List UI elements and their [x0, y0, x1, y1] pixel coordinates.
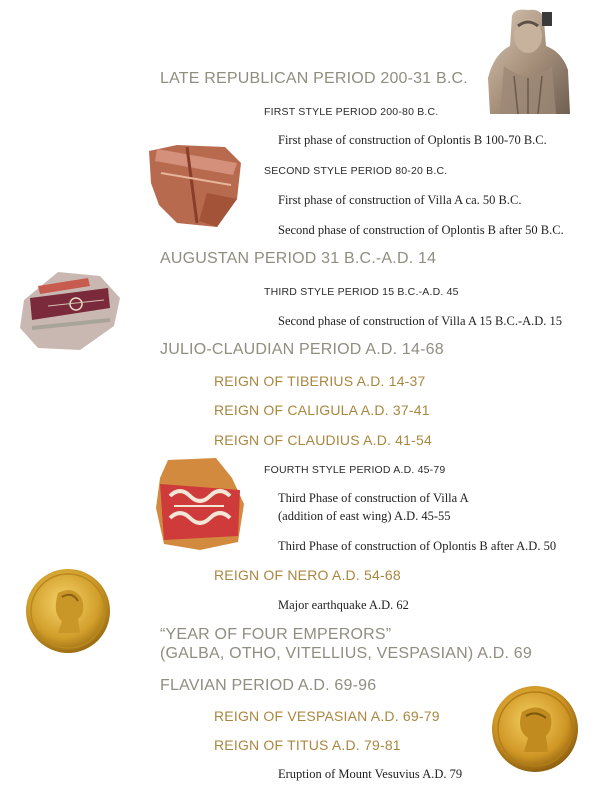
second-style-period-label: SECOND STYLE PERIOD 80-20 B.C. [264, 165, 448, 177]
coin-image [490, 684, 580, 774]
year-of-four-emperors-subheading: (GALBA, OTHO, VITELLIUS, VESPASIAN) A.D. 69 [160, 645, 532, 662]
second-phase-oplontis-b-text: Second phase of construction of Oplontis B after 50 B.C. [278, 223, 564, 237]
third-style-period-label: THIRD STYLE PERIOD 15 B.C.-A.D. 45 [264, 286, 459, 298]
fresco-fragment-image [18, 268, 122, 354]
second-phase-villa-a-text: Second phase of construction of Villa A 15 B.C.-A.D. 15 [278, 314, 563, 328]
fresco-fragment-image [147, 143, 243, 229]
reign-claudius-label: REIGN OF CLAUDIUS A.D. 41-54 [214, 432, 432, 448]
first-phase-villa-a-text: First phase of construction of Villa A ca. 50 B.C. [278, 193, 522, 207]
eruption-vesuvius-text: Eruption of Mount Vesuvius A.D. 79 [278, 767, 463, 781]
julio-claudian-period-heading: JULIO-CLAUDIAN PERIOD A.D. 14-68 [160, 341, 444, 358]
reign-caligula-label: REIGN OF CALIGULA A.D. 37-41 [214, 402, 430, 418]
statue-image [484, 6, 572, 116]
reign-tiberius-label: REIGN OF TIBERIUS A.D. 14-37 [214, 373, 426, 389]
first-style-period-label: FIRST STYLE PERIOD 200-80 B.C. [264, 106, 439, 118]
augustan-period-heading: AUGUSTAN PERIOD 31 B.C.-A.D. 14 [160, 250, 437, 267]
first-phase-oplontis-b-text: First phase of construction of Oplontis B 100-70 B.C. [278, 133, 547, 147]
year-of-four-emperors-heading: “YEAR OF FOUR EMPERORS” [160, 626, 392, 643]
reign-vespasian-label: REIGN OF VESPASIAN A.D. 69-79 [214, 708, 440, 724]
reign-nero-label: REIGN OF NERO A.D. 54-68 [214, 567, 401, 583]
reign-titus-label: REIGN OF TITUS A.D. 79-81 [214, 737, 401, 753]
late-republican-period-heading: LATE REPUBLICAN PERIOD 200-31 B.C. [160, 70, 468, 87]
third-phase-villa-a-line2: (addition of east wing) A.D. 45-55 [278, 509, 451, 523]
fresco-fragment-image [154, 456, 246, 552]
flavian-period-heading: FLAVIAN PERIOD A.D. 69-96 [160, 677, 377, 694]
earthquake-text: Major earthquake A.D. 62 [278, 598, 409, 612]
fourth-style-period-label: FOURTH STYLE PERIOD A.D. 45-79 [264, 464, 446, 476]
third-phase-oplontis-b-text: Third Phase of construction of Oplontis B after A.D. 50 [278, 539, 557, 553]
third-phase-villa-a-line1: Third Phase of construction of Villa A [278, 491, 469, 505]
coin-image [24, 567, 112, 655]
